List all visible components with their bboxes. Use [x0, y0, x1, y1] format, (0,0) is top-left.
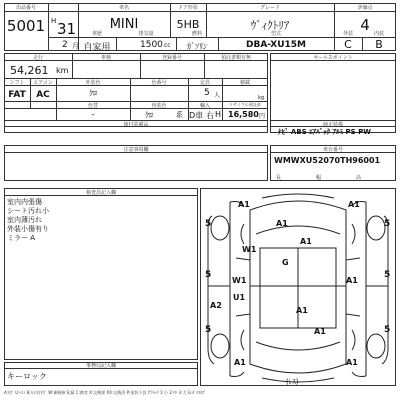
model: DBA-XU15M — [245, 40, 307, 50]
damage-mark: A1 — [296, 306, 308, 315]
damage-mark: A1 — [234, 358, 246, 367]
vin-label: 車台番号 — [322, 147, 343, 153]
damage-mark: A1 — [346, 358, 358, 367]
damage-mark: A1 — [276, 219, 288, 228]
ac-label: エアコン — [33, 80, 53, 86]
lot-no-label: 出品番号 — [15, 5, 36, 11]
interior-mark: 系 — [176, 111, 183, 119]
damage-mark: A1 — [300, 237, 312, 246]
inspector-note: ミラー A — [7, 234, 36, 242]
vin: WMWXU52070TH96001 — [274, 156, 381, 165]
inspector-note: 室内薄汚れ — [7, 216, 42, 224]
import-label: 輸入 — [199, 103, 210, 109]
color-label: 外装色 — [85, 80, 101, 86]
inspector-notes — [7, 198, 49, 243]
damage-mark: U1 — [233, 293, 246, 302]
car-name-label: 車名 — [118, 5, 129, 11]
year: 31 — [57, 20, 77, 38]
lot-no: 5001 — [6, 17, 46, 35]
inspector-note: 外装小傷有り — [7, 225, 49, 233]
mileage: 54,261 — [10, 64, 49, 77]
shift: FAT — [8, 90, 26, 100]
interior-color-label: 内装色 — [151, 103, 167, 109]
vehicle-diagram — [200, 188, 396, 386]
door: 5HB — [176, 18, 200, 31]
damage-mark: A1 — [348, 200, 360, 209]
interior: B — [375, 38, 383, 51]
color-change-label: 色替 — [87, 103, 98, 109]
length-label: 長 — [276, 175, 282, 181]
import: D車 — [189, 111, 204, 120]
damage-mark: W1 — [232, 276, 247, 285]
damage-mark: A1 — [238, 200, 250, 209]
load-unit: kg — [258, 95, 265, 101]
report-label: 事務局記入欄 — [85, 363, 116, 369]
mileage-unit: km — [56, 66, 69, 75]
color-change: - — [91, 110, 95, 119]
options: ﾅﾋﾞ ABS ｴｱﾊﾞｯｸ ｱﾙﾐ PS PW — [278, 128, 372, 136]
shift-label: シフト — [9, 80, 25, 86]
notes-label: 注意事項欄 — [123, 147, 149, 153]
recycle-fee-label: リサイクル預託金 — [229, 102, 261, 107]
color-no-label: 色番号 — [151, 80, 167, 86]
grade: ｳﾞｨｸﾄﾘｱ — [250, 19, 290, 32]
month-unit: 月 — [72, 42, 79, 50]
usage-label: 車歴 — [91, 31, 102, 37]
exterior-label: 外装 — [342, 31, 353, 37]
exterior: C — [344, 38, 352, 51]
damage-mark: A2 — [210, 301, 222, 310]
cc-unit: cc — [164, 42, 171, 49]
inspector-note: 室内内張傷 — [7, 198, 42, 206]
damage-mark: W1 — [242, 245, 257, 254]
inspector-label: 検査員記入欄 — [85, 190, 116, 196]
era: H — [51, 17, 57, 25]
color: ｸﾛ — [89, 89, 97, 98]
report-text: キーロック — [7, 372, 47, 381]
side-number: 5 — [384, 219, 391, 229]
capacity-unit: 人 — [214, 92, 221, 99]
height-label: 高 — [356, 175, 362, 181]
cc-label: 排気量 — [138, 31, 154, 37]
side-number: 5 — [205, 270, 212, 280]
car-name: MINI — [109, 17, 139, 32]
model-label: 型式 — [270, 31, 281, 37]
grade-label: グレード — [259, 5, 280, 11]
fuel: ｶﾞｿﾘﾝ — [187, 42, 207, 51]
legend: A:ｷｽﾞ U:ﾍｺﾐ B:ﾍｺﾐ付ｷｽﾞ W:補修跡 S:錆 C:腐食 X:交換要 XX:交換済 P:塗装不良 Y:ｸﾗｯｸ 1:小 2:中 3:大 G:ｶﾞﾗｽｷｽﾞ — [4, 390, 207, 395]
width-label: 幅 — [316, 175, 322, 181]
ac: AC — [36, 90, 50, 100]
side-number: 5 — [205, 219, 212, 229]
interior-label: 内装 — [373, 31, 384, 37]
month: 2 — [62, 40, 68, 50]
handle: 右 — [206, 111, 214, 120]
fuel-label: 燃料 — [191, 31, 202, 37]
door-label: ドア形状 — [178, 5, 198, 11]
score: 4 — [360, 16, 370, 34]
cc: 1500 — [140, 40, 163, 50]
options-label: 純正装備 — [322, 122, 343, 128]
diagram-note: (ﾚｽ) — [286, 378, 299, 386]
interior-color: ｸﾛ — [145, 111, 153, 120]
damage-mark: A1 — [346, 276, 358, 285]
recycle-fee: 16,580 — [228, 110, 259, 119]
capacity-label: 定員 — [199, 80, 210, 86]
load-label: 積載 — [239, 80, 250, 86]
sales-point-label: セールスポイント — [313, 55, 353, 61]
recycle-fee-unit: 円 — [259, 113, 266, 120]
damage-mark: G — [282, 258, 289, 267]
inspector-note: シート汚れ小 — [7, 207, 49, 215]
side-number: 5 — [384, 325, 391, 335]
side-number: 5 — [205, 325, 212, 335]
aftermarket-label: 後付装備品 — [123, 122, 149, 128]
handle-unit: H — [215, 110, 222, 119]
side-number: 5 — [384, 270, 391, 280]
damage-mark: A1 — [314, 327, 326, 336]
usage: 自家用 — [83, 43, 111, 53]
inspection-label: 車検 — [100, 55, 111, 61]
capacity: 5 — [204, 88, 210, 98]
registration-label: 登録番号 — [161, 55, 182, 61]
recycle-doc-label: 預託書類有無 — [220, 55, 251, 61]
score-label: 評価点 — [357, 5, 373, 11]
mileage-label: 走行 — [32, 55, 43, 61]
